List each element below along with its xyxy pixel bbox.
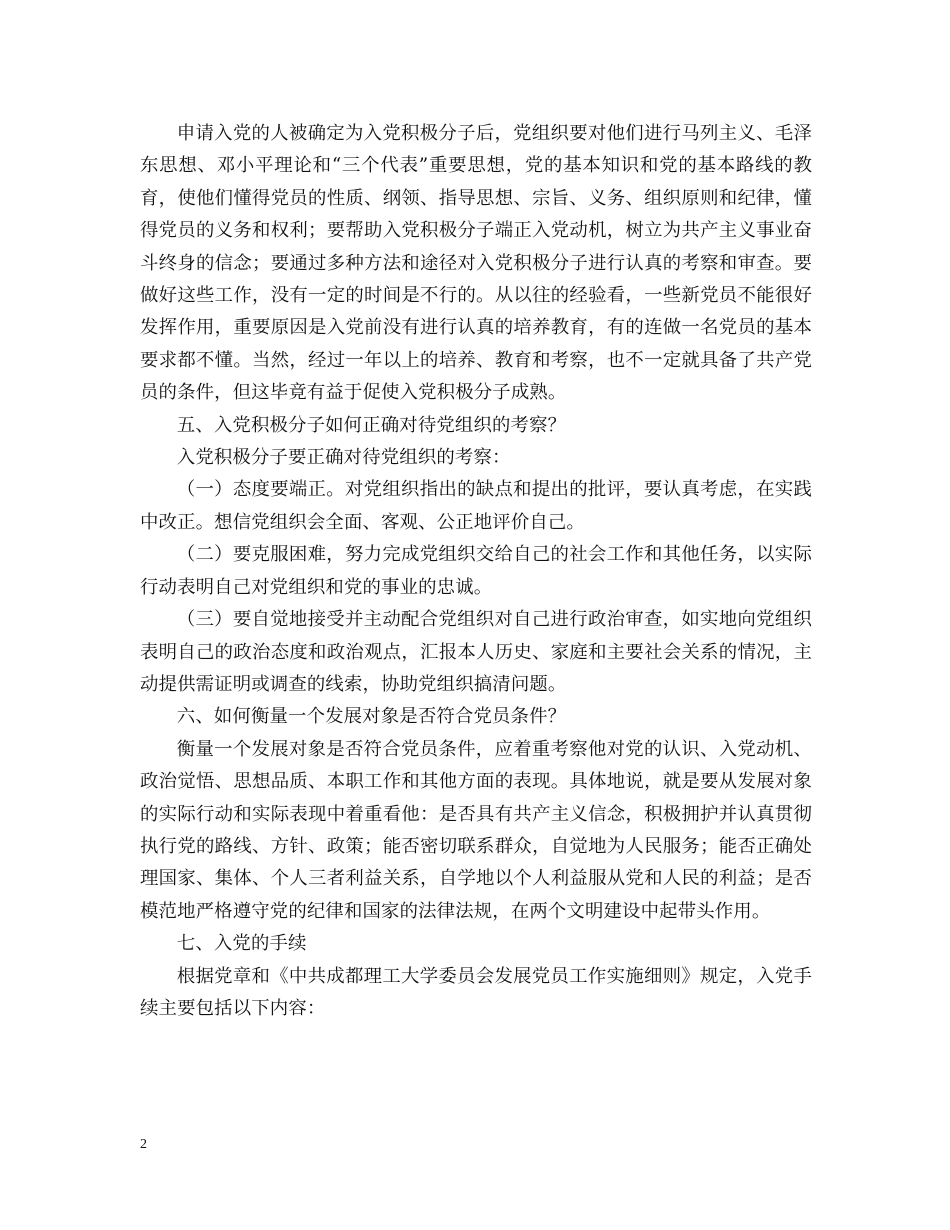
heading-section-seven: 七、入党的手续 bbox=[176, 933, 307, 955]
paragraph-point-one: （一）态度要端正。对党组织指出的缺点和提出的批评，要认真考虑，在实践中改正。想信党组织会全面、客观、公正地评价自己。 bbox=[140, 479, 812, 533]
page-number: 2 bbox=[140, 1137, 147, 1152]
paragraph-point-two: （二）要克服困难，努力完成党组织交给自己的社会工作和其他任务，以实际行动表明自己对党组织和党的事业的忠诚。 bbox=[140, 544, 812, 598]
paragraph-cultivation: 申请入党的人被确定为入党积极分子后，党组织要对他们进行马列主义、毛泽东思想、邓小平理论和“三个代表”重要思想，党的基本知识和党的基本路线的教育，使他们懂得党员的性质、纲领、指导思想、宗旨、义务、组织原则和纪律，懂得党员的义务和权利；要帮助入党积极分子端正入党动机，树立为共产主义事业奋斗终身的信念；要通过多种方法和途径对入党积极分子进行认真的考察和审查。要做好这些工作，没有一定的时间是不行的。从以往的经验看，一些新党员不能很好发挥作用，重要原因是入党前没有进行认真的培养教育，有的连做一名党员的基本要求都不懂。当然，经过一年以上的培养、教育和考察，也不一定就具备了共产党员的条件，但这毕竟有益于促使入党积极分子成熟。 bbox=[140, 123, 812, 404]
paragraph-point-three: （三）要自觉地接受并主动配合党组织对自己进行政治审查，如实地向党组织表明自己的政治态度和政治观点，汇报本人历史、家庭和主要社会关系的情况，主动提供需证明或调查的线索，协助党组织搞清问题。 bbox=[140, 609, 812, 695]
paragraph-section-six-body: 衡量一个发展对象是否符合党员条件，应着重考察他对党的认识、入党动机、政治觉悟、思想品质、本职工作和其他方面的表现。具体地说，就是要从发展对象的实际行动和实际表现中着重看他：是否具有共产主义信念，积极拥护并认真贯彻执行党的路线、方针、政策；能否密切联系群众，自觉地为人民服务；能否正确处理国家、集体、个人三者利益关系，自学地以个人利益服从党和人民的利益；是否模范地严格遵守党的纪律和国家的法律法规，在两个文明建设中起带头作用。 bbox=[140, 738, 812, 922]
document-body bbox=[140, 118, 812, 1025]
heading-section-five: 五、入党积极分子如何正确对待党组织的考察？ bbox=[176, 414, 567, 436]
paragraph-section-seven-body: 根据党章和《中共成都理工大学委员会发展党员工作实施细则》规定，入党手续主要包括以下内容： bbox=[140, 965, 812, 1019]
paragraph-section-five-intro: 入党积极分子要正确对待党组织的考察： bbox=[176, 447, 511, 469]
heading-section-six: 六、如何衡量一个发展对象是否符合党员条件？ bbox=[176, 706, 567, 728]
